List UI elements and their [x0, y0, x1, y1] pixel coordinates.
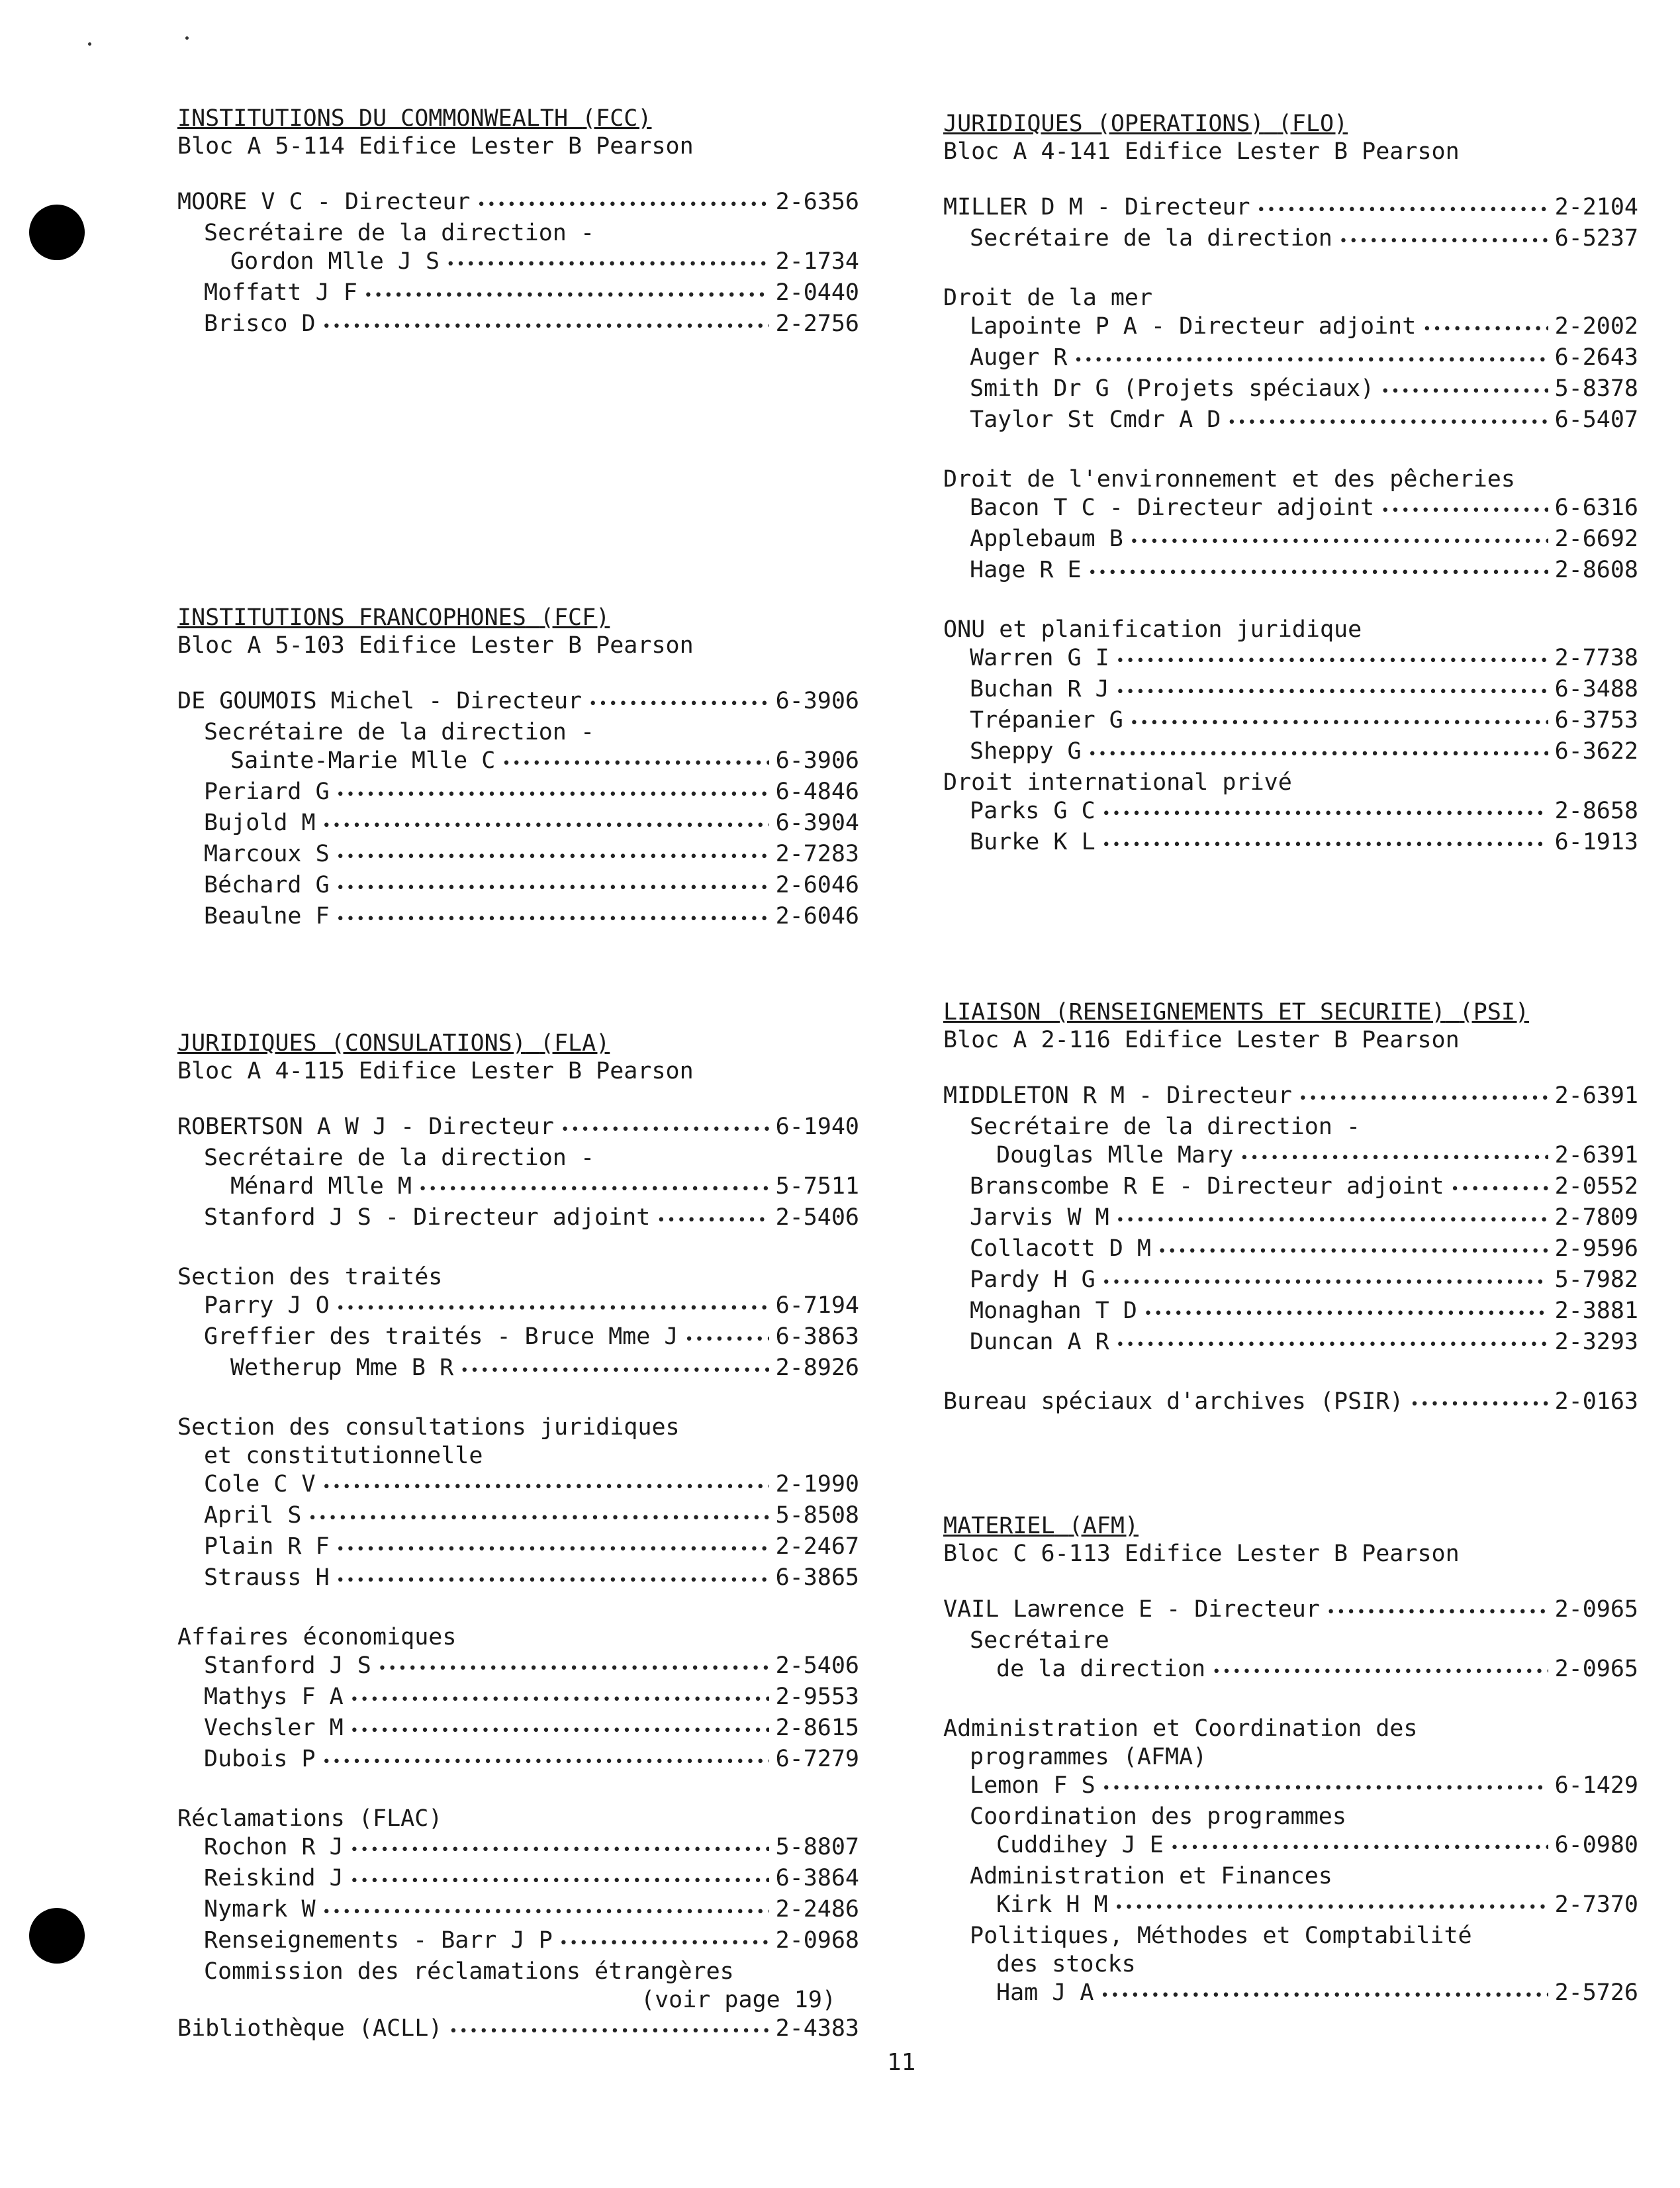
section-title: LIAISON (RENSEIGNEMENTS ET SECURITE) (PSI)	[943, 999, 1530, 1025]
directory-entry: Bujold M ••••• 6-3904	[177, 809, 859, 840]
subsection-label: Affaires économiques	[177, 1624, 457, 1650]
section-title: INSTITUTIONS FRANCOPHONES (FCF)	[177, 604, 610, 631]
directory-entry: Periard G ••••• 6-4846	[177, 778, 859, 809]
entry-label: Secrétaire de la direction -	[204, 220, 595, 246]
directory-entry: Ménard Mlle M ••••• 5-7511	[177, 1172, 859, 1204]
directory-entry: Sainte-Marie Mlle C ••••• 6-3906	[177, 747, 859, 778]
section-title: INSTITUTIONS DU COMMONWEALTH (FCC)	[177, 105, 652, 132]
directory-entry: Parks G C ••••• 2-8658	[943, 797, 1638, 828]
directory-entry: Plain R F ••••• 2-2467	[177, 1533, 859, 1564]
directory-entry: Nymark W ••••• 2-2486	[177, 1895, 859, 1926]
directory-entry: Pardy H G ••••• 5-7982	[943, 1266, 1638, 1297]
directory-entry: VAIL Lawrence E - Directeur ••••• 2-0965	[943, 1595, 1638, 1627]
subsection-label: Administration et Coordination des	[943, 1715, 1418, 1742]
directory-entry: MIDDLETON R M - Directeur ••••• 2-6391	[943, 1082, 1638, 1113]
section-address: Bloc A 5-114 Edifice Lester B Pearson	[177, 133, 694, 160]
directory-entry: Renseignements - Barr J P ••••• 2-0968	[177, 1926, 859, 1958]
entry-label: Secrétaire de la direction -	[204, 1145, 595, 1171]
directory-entry: Strauss H ••••• 6-3865	[177, 1564, 859, 1595]
speck	[185, 36, 189, 40]
entry-label: Commission des réclamations étrangères	[204, 1958, 734, 1985]
subsection-label: Droit de la mer	[943, 285, 1153, 311]
section-title: MATERIEL (AFM)	[943, 1513, 1139, 1539]
directory-entry: April S ••••• 5-8508	[177, 1501, 859, 1533]
section-flo	[943, 110, 1638, 859]
directory-entry: Collacott D M ••••• 2-9596	[943, 1235, 1638, 1266]
directory-entry: Douglas Mlle Mary ••••• 2-6391	[943, 1141, 1638, 1172]
subsection-label: Politiques, Méthodes et Comptabilité	[970, 1923, 1472, 1949]
directory-entry: Hage R E ••••• 2-8608	[943, 556, 1638, 587]
directory-entry: Beaulne F ••••• 2-6046	[177, 902, 859, 933]
subsection-label: Droit international privé	[943, 769, 1292, 796]
directory-entry: Smith Dr G (Projets spéciaux) ••••• 5-8378	[943, 375, 1638, 406]
subsection-label: Section des traités	[177, 1264, 443, 1290]
directory-entry: ROBERTSON A W J - Directeur ••••• 6-1940	[177, 1113, 859, 1144]
subsection-label: Coordination des programmes	[970, 1803, 1346, 1830]
subsection-label: Réclamations (FLAC)	[177, 1805, 443, 1832]
directory-entry: Wetherup Mme B R ••••• 2-8926	[177, 1354, 859, 1385]
directory-entry: Taylor St Cmdr A D ••••• 6-5407	[943, 406, 1638, 437]
entry-label: Secrétaire de la direction -	[970, 1114, 1361, 1140]
directory-entry: Lapointe P A - Directeur adjoint ••••• 2-2002	[943, 312, 1638, 344]
directory-entry: Rochon R J ••••• 5-8807	[177, 1833, 859, 1864]
directory-entry: Kirk H M ••••• 2-7370	[943, 1891, 1638, 1922]
section-title: JURIDIQUES (OPERATIONS) (FLO)	[943, 111, 1348, 137]
directory-entry: MILLER D M - Directeur ••••• 2-2104	[943, 193, 1638, 224]
directory-entry: Applebaum B ••••• 2-6692	[943, 525, 1638, 556]
directory-entry: Béchard G ••••• 2-6046	[177, 871, 859, 902]
subsection-label: des stocks	[996, 1951, 1136, 1977]
speck	[88, 42, 91, 46]
subsection-label: ONU et planification juridique	[943, 616, 1362, 643]
directory-entry: Parry J O ••••• 6-7194	[177, 1292, 859, 1323]
directory-entry: Reiskind J ••••• 6-3864	[177, 1864, 859, 1895]
directory-entry: Buchan R J ••••• 6-3488	[943, 675, 1638, 706]
section-address: Bloc A 2-116 Edifice Lester B Pearson	[943, 1027, 1460, 1053]
directory-entry: Gordon Mlle J S ••••• 2-1734	[177, 248, 859, 279]
section-afm	[943, 1512, 1638, 2010]
page-reference: (voir page 19)	[641, 1987, 837, 2013]
directory-entry: Vechsler M ••••• 2-8615	[177, 1714, 859, 1745]
directory-entry: DE GOUMOIS Michel - Directeur ••••• 6-3906	[177, 687, 859, 718]
directory-entry: Bacon T C - Directeur adjoint ••••• 6-6316	[943, 494, 1638, 525]
directory-entry: Brisco D ••••• 2-2756	[177, 310, 859, 341]
subsection-label: programmes (AFMA)	[970, 1744, 1207, 1770]
directory-entry: Ham J A ••••• 2-5726	[943, 1979, 1638, 2010]
directory-entry: Trépanier G ••••• 6-3753	[943, 706, 1638, 737]
section-fcf	[177, 604, 859, 933]
directory-entry: Cole C V ••••• 2-1990	[177, 1470, 859, 1501]
directory-entry: Mathys F A ••••• 2-9553	[177, 1683, 859, 1714]
directory-entry: Marcoux S ••••• 2-7283	[177, 840, 859, 871]
section-address: Bloc A 5-103 Edifice Lester B Pearson	[177, 632, 694, 659]
directory-entry: Warren G I ••••• 2-7738	[943, 644, 1638, 675]
section-psi	[943, 998, 1638, 1419]
section-address: Bloc A 4-141 Edifice Lester B Pearson	[943, 138, 1460, 165]
directory-entry: de la direction ••••• 2-0965	[943, 1655, 1638, 1686]
directory-entry: Stanford J S ••••• 2-5406	[177, 1652, 859, 1683]
entry-label: Secrétaire de la direction -	[204, 719, 595, 745]
directory-entry: Bibliothèque (ACLL) ••••• 2-4383	[177, 2015, 859, 2046]
directory-entry: Sheppy G ••••• 6-3622	[943, 737, 1638, 769]
section-address: Bloc C 6-113 Edifice Lester B Pearson	[943, 1541, 1460, 1567]
directory-entry: Jarvis W M ••••• 2-7809	[943, 1204, 1638, 1235]
directory-entry: Greffier des traités - Bruce Mme J ••••• 6-3863	[177, 1323, 859, 1354]
directory-entry: MOORE V C - Directeur ••••• 2-6356	[177, 188, 859, 219]
directory-entry: Dubois P ••••• 6-7279	[177, 1745, 859, 1776]
directory-entry: Stanford J S - Directeur adjoint ••••• 2-5406	[177, 1204, 859, 1235]
punch-hole-bottom	[29, 1908, 85, 1964]
section-address: Bloc A 4-115 Edifice Lester B Pearson	[177, 1058, 694, 1084]
entry-label: Secrétaire	[970, 1627, 1109, 1654]
directory-entry: Duncan A R ••••• 2-3293	[943, 1328, 1638, 1359]
directory-entry: Burke K L ••••• 6-1913	[943, 828, 1638, 859]
section-fcc	[177, 105, 859, 341]
directory-entry: Moffatt J F ••••• 2-0440	[177, 279, 859, 310]
directory-entry: Secrétaire de la direction ••••• 6-5237	[943, 224, 1638, 256]
directory-entry: Auger R ••••• 6-2643	[943, 344, 1638, 375]
section-title: JURIDIQUES (CONSULATIONS) (FLA)	[177, 1030, 610, 1057]
directory-entry: Lemon F S ••••• 6-1429	[943, 1772, 1638, 1803]
subsection-label: Administration et Finances	[970, 1863, 1332, 1889]
punch-hole-top	[29, 205, 85, 260]
section-fla	[177, 1029, 859, 2046]
directory-entry: Cuddihey J E ••••• 6-0980	[943, 1831, 1638, 1862]
page-number: 11	[887, 2049, 916, 2076]
subsection-label: Section des consultations juridiques	[177, 1414, 680, 1441]
directory-entry: Branscombe R E - Directeur adjoint ••••• 2-0552	[943, 1172, 1638, 1204]
directory-entry: Bureau spéciaux d'archives (PSIR) ••••• 2-0163	[943, 1388, 1638, 1419]
subsection-label: Droit de l'environnement et des pêcheries	[943, 466, 1515, 493]
directory-entry: Monaghan T D ••••• 2-3881	[943, 1297, 1638, 1328]
subsection-label: et constitutionnelle	[204, 1443, 483, 1469]
